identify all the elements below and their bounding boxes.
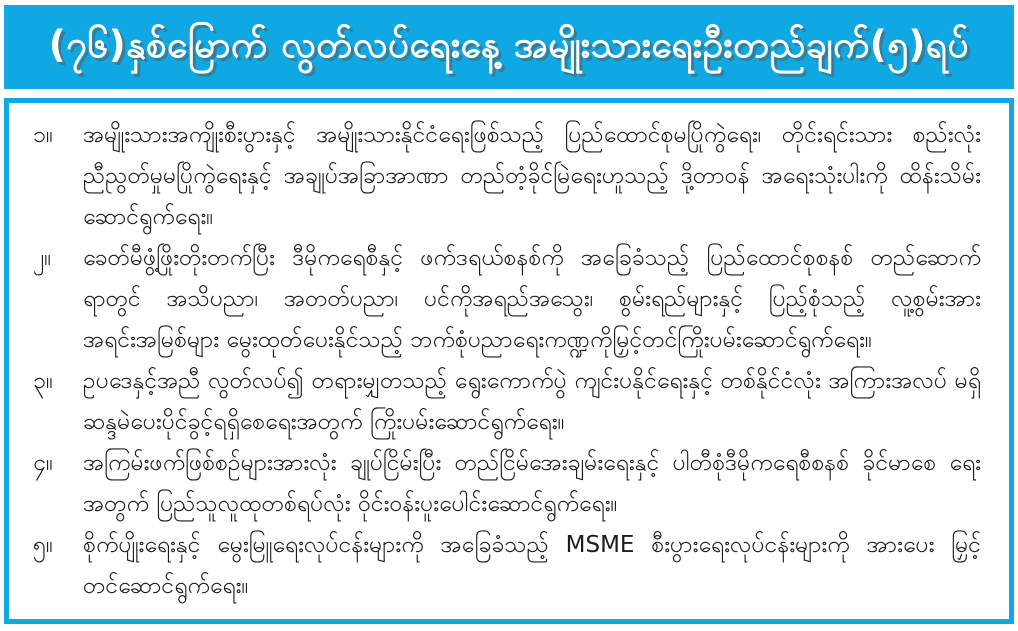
objective-text: ခေတ်မီဖွံ့ဖြိုးတိုးတက်ပြီး ဒီမိုကရေစီနှင့် ဖက်ဒရယ်စနစ်ကို အခြေခံသည့် ပြည်ထောင်စုစနစ် တည်ဆောက်ရာတွင် အသိပညာ၊ အတတ်ပညာ၊ ပင်ကိုအရည်အသွေး၊ စွမ်းရည်များနှင့် ပြည့်စုံသည့် လူ့စွမ်းအား အရင်းအမြစ်များ မွေးထုတ်ပေးနိုင်သည့် ဘက်စုံပညာရေးကဏ္ဍကိုမြှင့်တင်ကြိုးပမ်းဆောင်ရွက်ရေး။ (83, 245, 981, 353)
objective-item (33, 115, 981, 238)
objective-number: ၁။ (33, 122, 53, 148)
objective-number: ၃။ (33, 368, 53, 394)
page-title: (၇၆)နှစ်မြောက် လွတ်လပ်ရေးနေ့ အမျိုးသားရေးဦးတည်ချက်(၅)ရပ် (48, 22, 970, 66)
banner-box-gap (4, 89, 1014, 98)
objective-item (33, 361, 981, 443)
objective-text: ဥပဒေနှင့်အညီ လွတ်လပ်၍ တရားမျှတသည့် ရွေးကောက်ပွဲ ကျင်းပနိုင်ရေးနှင့် တစ်နိုင်ငံလုံး အကြားအလပ် မရှိ ဆန္ဒမဲပေးပိုင်ခွင့်ရရှိစေရေးအတွက် ကြိုးပမ်းဆောင်ရွက်ရေး။ (83, 368, 981, 435)
objective-number: ၂။ (33, 245, 52, 271)
objective-item (33, 525, 981, 607)
objectives-box (4, 98, 1014, 624)
title-banner (4, 5, 1014, 89)
objective-number: ၅။ (33, 532, 53, 558)
objective-item (33, 443, 981, 525)
objective-text: စိုက်ပျိုးရေးနှင့် မွေးမြူရေးလုပ်ငန်းများကို အခြေခံသည့် MSME စီးပွားရေးလုပ်ငန်းများကို အားပေး မြှင့်တင်ဆောင်ရွက်ရေး။ (83, 532, 981, 599)
objective-number: ၄။ (33, 450, 53, 476)
objective-text: အကြမ်းဖက်ဖြစ်စဉ်များအားလုံး ချုပ်ငြိမ်းပြီး တည်ငြိမ်အေးချမ်းရေးနှင့် ပါတီစုံဒီမိုကရေစီစနစ် ခိုင်မာစေ ရေးအတွက် ပြည်သူလူထုတစ်ရပ်လုံး ဝိုင်းဝန်းပူးပေါင်းဆောင်ရွက်ရေး။ (83, 450, 981, 517)
objective-item (33, 238, 981, 361)
objective-text: အမျိုးသားအကျိုးစီးပွားနှင့် အမျိုးသားနိုင်ငံရေးဖြစ်သည့် ပြည်ထောင်စုမပြိုကွဲရေး၊ တိုင်းရင်းသား စည်းလုံးညီညွတ်မှုမပြိုကွဲရေးနှင့် အချုပ်အခြာအာဏာ တည်တံ့ခိုင်မြဲရေးဟူသည့် ဒို့တာဝန် အရေးသုံးပါးကို ထိန်းသိမ်းဆောင်ရွက်ရေး။ (83, 122, 981, 230)
